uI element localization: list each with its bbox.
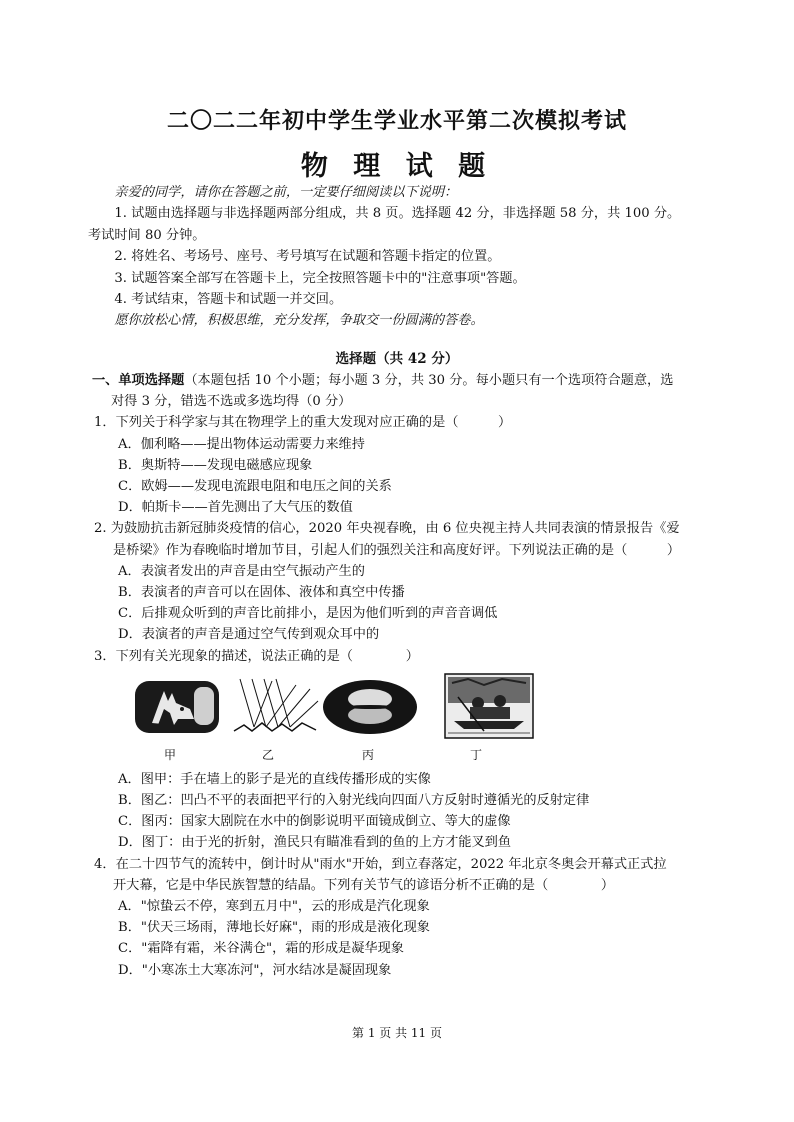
question-3-figures	[94, 673, 710, 765]
exam-title: 二〇二二年初中学生学业水平第二次模拟考试	[166, 108, 627, 134]
question-3-option-b: B．图乙：凹凸不平的表面把平行的入射光线向四面八方反射时遵循光的反射定律	[118, 793, 590, 809]
question-2-option-d: D．表演者的声音是通过空气传到观众耳中的	[118, 627, 380, 643]
question-3-stem: 3．下列有关光现象的描述，说法正确的是（ ）	[94, 648, 419, 664]
diffuse-reflection-rays-icon	[230, 675, 320, 737]
figure-bing-theatre-reflection	[322, 679, 418, 735]
section-title: 选择题（共 42 分）	[335, 351, 459, 367]
hand-shadow-picture-icon	[134, 679, 220, 735]
figure-label-yi: 乙	[262, 747, 275, 762]
part-desc-line2: 对得 3 分，错选不选或多选均得（0 分）	[111, 394, 352, 410]
question-3-option-a: A．图甲：手在墙上的影子是光的直线传播形成的实像	[118, 771, 431, 787]
figure-label-bing: 丙	[362, 747, 375, 762]
instruction-item-3: 3. 试题答案全部写在答题卡上，完全按照答题卡中的"注意事项"答题。	[114, 270, 526, 286]
question-4-option-d: D．"小寒冻土大寒冻河"，河水结冰是凝固现象	[118, 962, 392, 978]
theatre-reflection-picture-icon	[322, 679, 418, 735]
question-1-option-d: D．帕斯卡——首先测出了大气压的数值	[118, 500, 353, 516]
part-heading	[92, 370, 710, 412]
part-label: 一、单项选择题	[92, 373, 185, 388]
question-4-option-b: B．"伏天三场雨，薄地长好麻"，雨的形成是液化现象	[118, 920, 430, 936]
instruction-item-4: 4. 考试结束，答题卡和试题一并交回。	[114, 292, 343, 308]
page-footer: 第 1 页 共 11 页	[352, 1026, 442, 1040]
question-4-stem-cont: 开大幕，它是中华民族智慧的结晶。下列有关节气的谚语分析不正确的是（ ）	[113, 877, 615, 893]
instruction-item-2: 2. 将姓名、考场号、座号、考号填写在试题和答题卡指定的位置。	[114, 249, 501, 265]
figure-ding-fisherman	[444, 673, 534, 739]
question-3-option-d: D．图丁：由于光的折射，渔民只有瞄准看到的鱼的上方才能叉到鱼	[118, 835, 512, 851]
questions-content	[94, 370, 710, 981]
question-2	[94, 518, 710, 645]
instruction-item-1-line1: 1. 试题由选择题与非选择题两部分组成，共 8 页。选择题 42 分，非选择题 58 分，共 100 分。	[114, 206, 681, 222]
exam-subject-title: 物 理 试 题	[300, 151, 494, 182]
figure-label-jia: 甲	[164, 747, 177, 762]
part-desc-line1: （本题包括 10 个小题；每小题 3 分，共 30 分。每小题只有一个选项符合题意，选	[184, 373, 674, 388]
question-1-option-c: C．欧姆——发现电流跟电阻和电压之间的关系	[118, 479, 392, 495]
instruction-item-1	[88, 203, 708, 246]
question-2-stem-cont: 是桥梁》作为春晚临时增加节目，引起人们的强烈关注和高度好评。下列说法正确的是（ ）	[113, 542, 681, 558]
question-3	[94, 646, 710, 854]
question-4-option-c: C．"霜降有霜，米谷满仓"，霜的形成是凝华现象	[118, 941, 404, 957]
question-4-option-a: A．"惊蛰云不停，寒到五月中"，云的形成是汽化现象	[118, 899, 430, 915]
question-1	[94, 412, 710, 518]
question-1-stem: 1．下列关于科学家与其在物理学上的重大发现对应正确的是（ ）	[94, 415, 512, 431]
instructions-greeting: 亲爱的同学，请你在答题之前，一定要仔细阅读以下说明：	[114, 185, 458, 200]
figure-label-ding: 丁	[470, 747, 483, 762]
question-2-option-a: A．表演者发出的声音是由空气振动产生的	[118, 563, 365, 579]
instruction-item-1-line2: 考试时间 80 分钟。	[88, 227, 206, 243]
question-4-stem: 4．在二十四节气的流转中，倒计时从"雨水"开始，到立春落定，2022 年北京冬奥会开幕式正式拉	[94, 856, 667, 872]
question-1-option-a: A．伽利略——提出物体运动需要力来维持	[118, 436, 365, 452]
figure-yi-diffuse-reflection	[230, 675, 320, 737]
question-2-option-b: B．表演者的声音可以在固体、液体和真空中传播	[118, 585, 405, 601]
question-1-option-b: B．奥斯特——发现电磁感应现象	[118, 457, 313, 473]
fisherman-picture-icon	[444, 673, 534, 739]
instructions-block	[88, 182, 708, 332]
question-2-stem: 2. 为鼓励抗击新冠肺炎疫情的信心，2020 年央视春晚，由 6 位央视主持人共同表演的情景报告《爱	[94, 521, 680, 537]
question-2-option-c: C．后排观众听到的声音比前排小，是因为他们听到的声音音调低	[118, 606, 498, 622]
question-3-option-c: C．图丙：国家大剧院在水中的倒影说明平面镜成倒立、等大的虚像	[118, 814, 511, 830]
question-4	[94, 854, 710, 981]
instructions-closing: 愿你放松心情，积极思维，充分发挥，争取交一份圆满的答卷。	[114, 313, 484, 329]
figure-jia-hand-shadow	[134, 679, 220, 735]
